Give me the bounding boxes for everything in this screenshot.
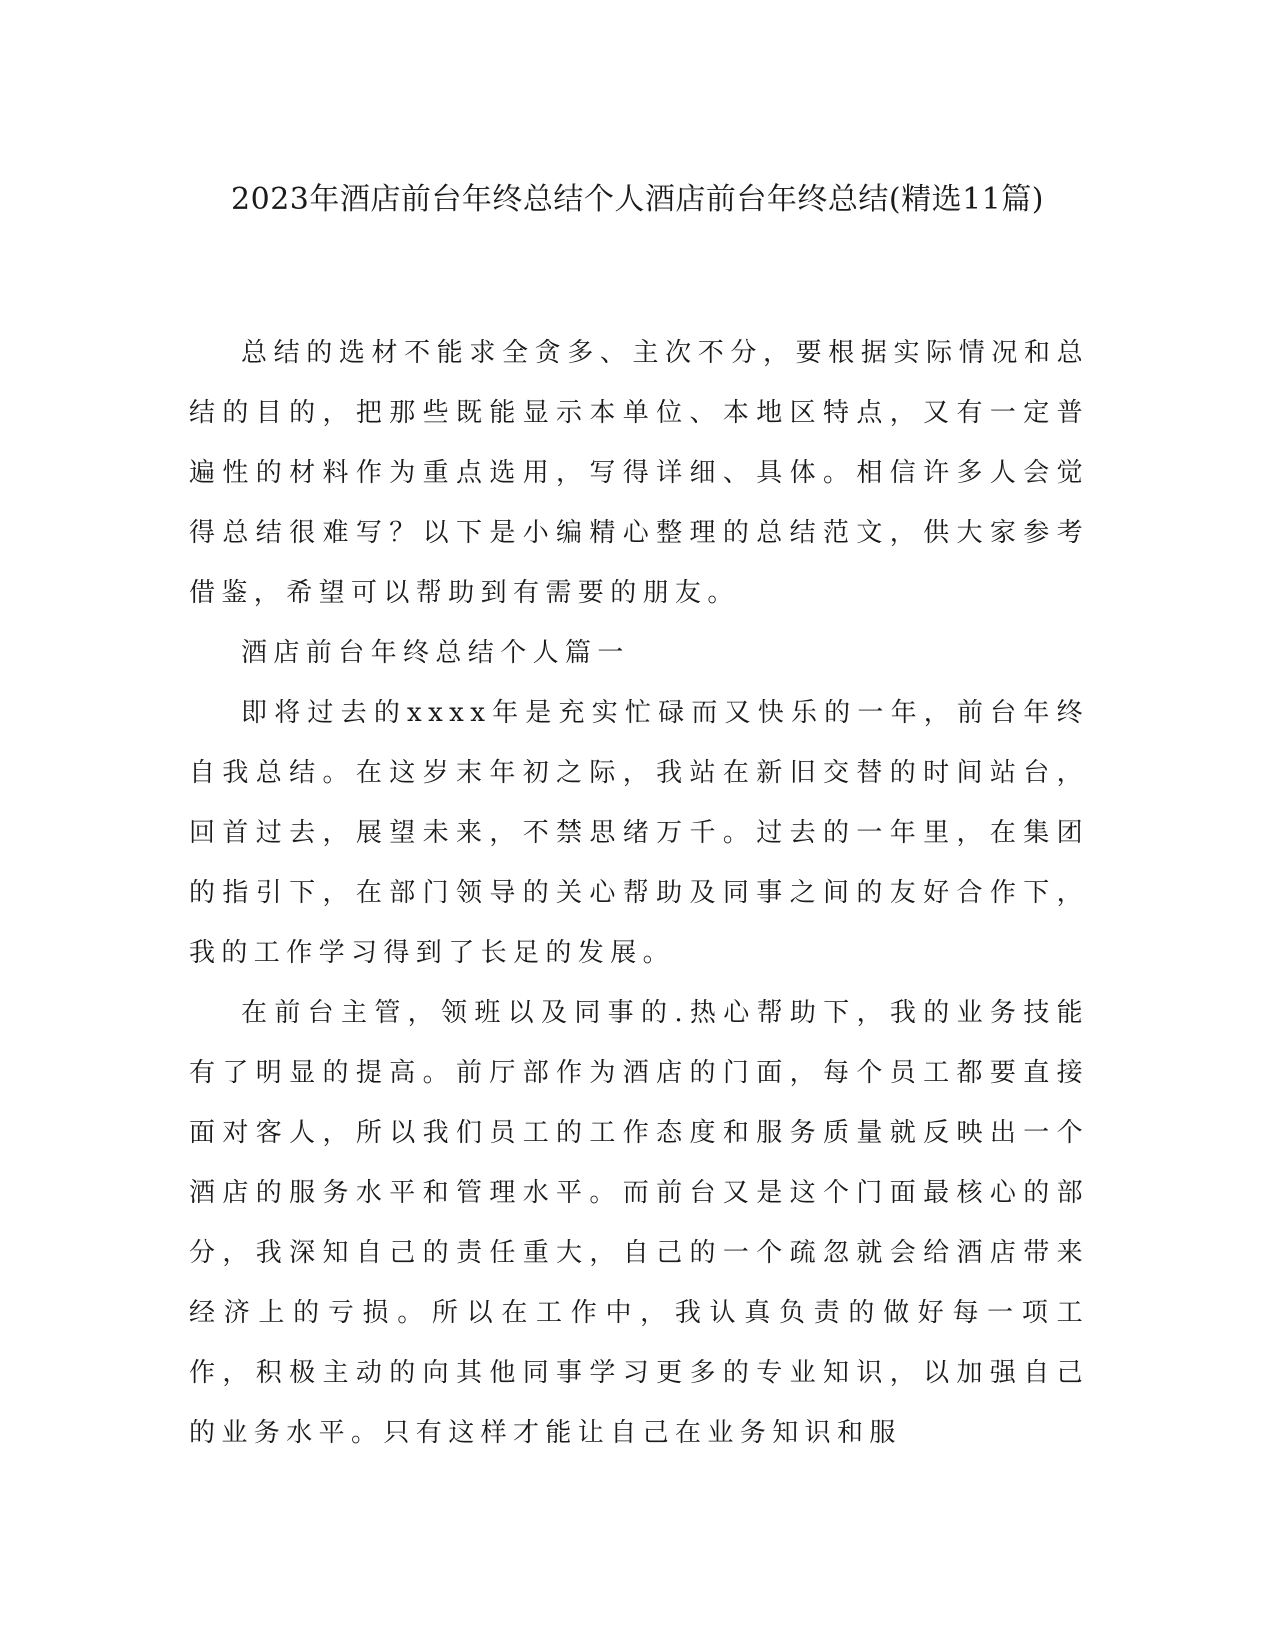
body-paragraph-2: 在前台主管，领班以及同事的.热心帮助下，我的业务技能有了明显的提高。前厅部作为酒店的门面，每个员工都要直接面对客人，所以我们员工的工作态度和服务质量就反映出一个酒店的服务水平和管理水平。而前台又是这个门面最核心的部分，我深知自己的责任重大，自己的一个疏忽就会给酒店带来经济上的亏损。所以在工作中，我认真负责的做好每一项工作，积极主动的向其他同事学习更多的专业知识，以加强自己的业务水平。只有这样才能让自己在业务知识和服 bbox=[189, 998, 1089, 1448]
document-body bbox=[189, 323, 1089, 1463]
body-paragraph-1: 即将过去的xxxx年是充实忙碌而又快乐的一年，前台年终自我总结。在这岁末年初之际，我站在新旧交替的时间站台，回首过去，展望未来，不禁思绪万千。过去的一年里，在集团的指引下，在部门领导的关心帮助及同事之间的友好合作下，我的工作学习得到了长足的发展。 bbox=[189, 698, 1089, 968]
section-heading: 酒店前台年终总结个人篇一 bbox=[241, 638, 630, 668]
document-title: 2023年酒店前台年终总结个人酒店前台年终总结(精选11篇) bbox=[231, 182, 1044, 217]
intro-paragraph: 总结的选材不能求全贪多、主次不分，要根据实际情况和总结的目的，把那些既能显示本单位、本地区特点，又有一定普遍性的材料作为重点选用，写得详细、具体。相信许多人会觉得总结很难写？以下是小编精心整理的总结范文，供大家参考借鉴，希望可以帮助到有需要的朋友。 bbox=[189, 338, 1089, 608]
